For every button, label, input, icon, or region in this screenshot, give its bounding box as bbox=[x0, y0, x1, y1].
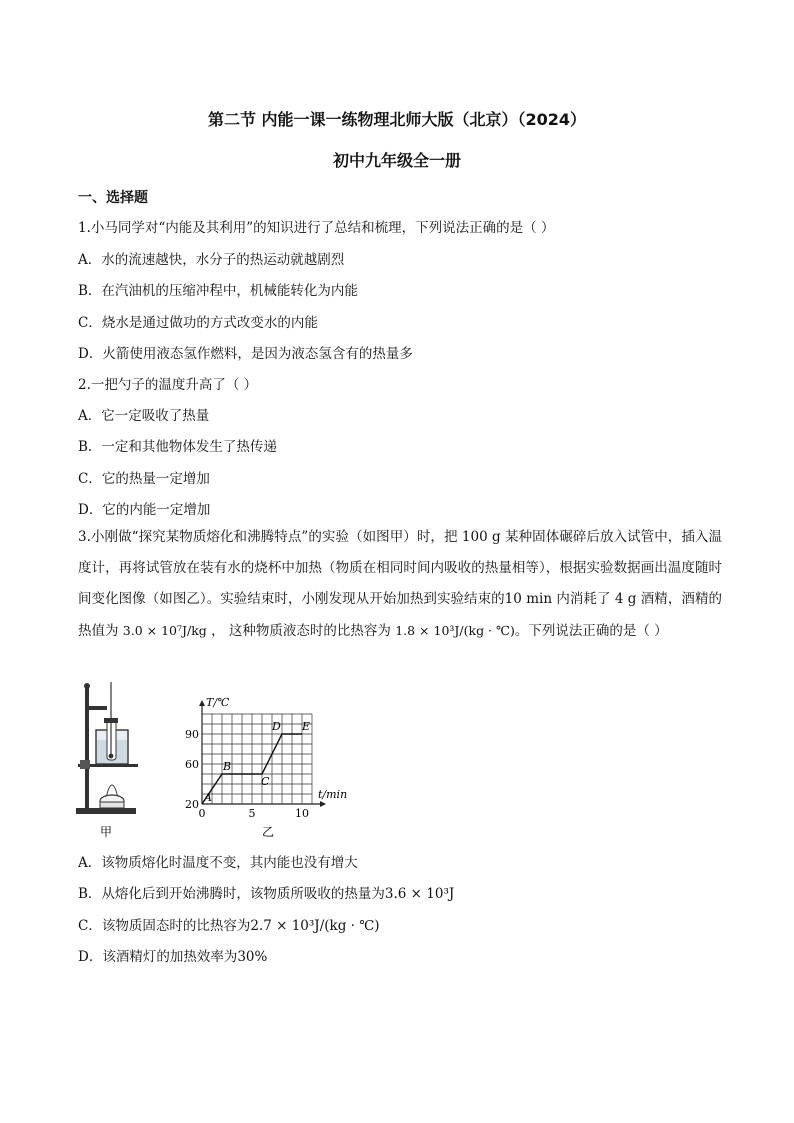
y-tick-label: 20 bbox=[185, 798, 199, 811]
chart-grid bbox=[202, 714, 312, 804]
figure-a-label: 甲 bbox=[100, 825, 113, 839]
point-labels bbox=[203, 720, 310, 804]
y-axis-arrow bbox=[199, 700, 205, 706]
y-tick-label: 60 bbox=[185, 758, 199, 771]
figure-b-label: 乙 bbox=[262, 825, 275, 839]
q1-option-d: D．火箭使用液态氢作燃料，是因为液态氢含有的热量多 bbox=[78, 346, 413, 362]
figure-temperature-chart bbox=[180, 680, 360, 840]
y-tick-label: 90 bbox=[185, 728, 199, 741]
section-title: 一、选择题 bbox=[78, 190, 148, 206]
point-label-d: D bbox=[272, 720, 281, 733]
x-tick-label: 5 bbox=[248, 807, 256, 820]
document-title: 第二节 内能一课一练物理北师大版（北京）（2024） bbox=[207, 110, 587, 129]
x-tick-label: 10 bbox=[295, 807, 309, 820]
q2-option-a: A．它一定吸收了热量 bbox=[78, 408, 210, 424]
point-label-b: B bbox=[223, 760, 232, 773]
q3-option-c: C．该物质固态时的比热容为2.7 × 10³J/(kg · ℃) bbox=[78, 918, 380, 934]
q3-heat-value: 3.0 × 10⁷J/kg bbox=[122, 623, 207, 638]
q1-option-b: B．在汽油机的压缩冲程中，机械能转化为内能 bbox=[78, 283, 358, 299]
q3-stem: 3.小刚做“探究某物质熔化和沸腾特点”的实验（如图甲）时，把 100 g 某种固体碾碎后放入试管中，插入温度计，再将试管放在装有水的烧杯中加热（物质在相同时间内吸收的热量相等），根据实验数据画出温度随时间变化图像（如图乙）。实验结束时，小刚发现从开始加热到实验结束的10 min 内消耗了 4 g 酒精，酒精的热值为 3.0 × 10⁷J/kg ， 这种物质液态时的比热容为 1.8 × 10³J/(kg · ℃)。下列说法正确的是（ ） bbox=[78, 529, 722, 639]
q2-option-c: C．它的热量一定增加 bbox=[78, 471, 210, 487]
stand-rod bbox=[85, 684, 89, 810]
x-tick-label: 0 bbox=[198, 807, 206, 820]
q1-option-c: C．烧水是通过做功的方式改变水的内能 bbox=[78, 315, 318, 331]
q2-option-d: D．它的内能一定增加 bbox=[78, 502, 211, 518]
y-axis-label: T/℃ bbox=[206, 696, 230, 709]
q1-option-a: A．水的流速越快，水分子的热运动就越剧烈 bbox=[78, 252, 345, 268]
x-tick-labels bbox=[199, 807, 310, 820]
figure-apparatus bbox=[70, 680, 150, 840]
q3-option-b: B．从熔化后到开始沸腾时，该物质所吸收的热量为3.6 × 10³J bbox=[78, 886, 455, 902]
y-tick-labels bbox=[185, 728, 199, 811]
q3-option-d: D．该酒精灯的加热效率为30% bbox=[78, 949, 268, 965]
q2-option-b: B．一定和其他物体发生了热传递 bbox=[78, 439, 277, 455]
q1-stem: 1.小马同学对“内能及其利用”的知识进行了总结和梳理，下列说法正确的是（ ） bbox=[78, 220, 555, 236]
point-label-e: E bbox=[302, 720, 311, 733]
q2-stem: 2.一把勺子的温度升高了（ ） bbox=[78, 377, 258, 393]
q3-specific-heat: 1.8 × 10³J/(kg · ℃) bbox=[395, 623, 515, 638]
point-label-c: C bbox=[261, 775, 270, 788]
x-axis-arrow bbox=[320, 801, 326, 807]
x-axis-label: t/min bbox=[318, 788, 348, 801]
point-label-a: A bbox=[204, 791, 212, 804]
q3-option-a: A．该物质熔化时温度不变，其内能也没有增大 bbox=[78, 855, 358, 871]
document-subtitle: 初中九年级全一册 bbox=[332, 151, 461, 170]
